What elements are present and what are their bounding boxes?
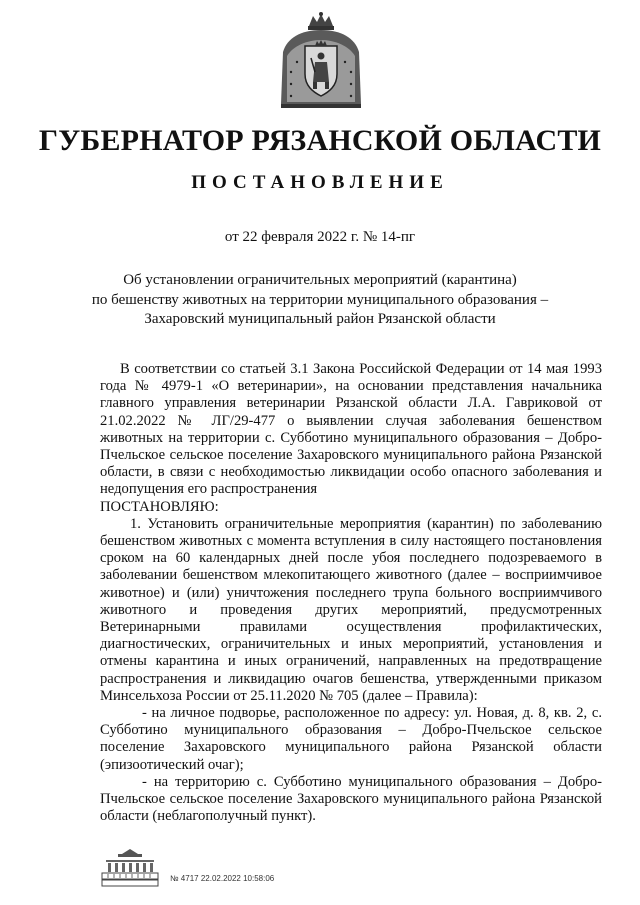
document-subject — [60, 271, 580, 330]
subject-line: по бешенству животных на территории муниципального образования – — [91, 291, 549, 308]
clause-1: 1. Установить ограничительные мероприятия (карантин) по заболеванию бешенством животных с момента вступления в силу настоящего постановления сроком на 60 календарных дней после убоя последнего подозреваемого в заболевании бешенством млекопитающего животного (далее – восприимчивое животное) и (или) уничтожения последнего трупа больного восприимчивого животного и проведения других мероприятий, предусмотренных Ветеринарными правилами осуществления профилактических, диагностических, ограничительных и иных мероприятий, установления и отмены карантина и иных ограничений, направленных на предотвращение распространения и ликвидацию очагов бешенства, утвержденными приказом Минсельхоза России от 25.11.2020 № 705 (далее – Правила): — [100, 515, 602, 704]
subject-line: Захаровский муниципальный район Рязанской области — [144, 311, 496, 327]
document-type: ПОСТАНОВЛЕНИЕ — [191, 172, 449, 193]
coat-of-arms-icon — [279, 12, 363, 110]
subject-line: Об установлении ограничительных мероприятий (карантина) — [123, 272, 517, 288]
resolve-heading: ПОСТАНОВЛЯЮ: — [100, 498, 219, 515]
governor-title: ГУБЕРНАТОР РЯЗАНСКОЙ ОБЛАСТИ — [38, 124, 602, 157]
registration-stamp-icon — [100, 848, 160, 888]
document-date-number: от 22 февраля 2022 г. № 14-пг — [224, 229, 416, 245]
document-body — [100, 361, 602, 825]
clause-1-subitem-a: - на личное подворье, расположенное по адресу: ул. Новая, д. 8, кв. 2, с. Субботино муниципального образования – Добро-Пчельское сельское поселение Захаровского муниципального района Рязанской области (эпизоотический очаг); — [100, 705, 602, 773]
document-footer — [100, 848, 520, 888]
clause-1-subitem-b: - на территорию с. Субботино муниципального образования – Добро-Пчельское сельское поселение Захаровского муниципального района Рязанской области (неблагополучный пункт). — [100, 773, 602, 825]
registration-number: № 4717 22.02.2022 10:58:06 — [170, 874, 275, 883]
preamble-paragraph: В соответствии со статьей 3.1 Закона Российской Федерации от 14 мая 1993 года № 4979-1 «О ветеринарии», на основании представления начальника главного управления ветеринарии Рязанской области Л.А. Гавриковой от 21.02.2022 № ЛГ/29-477 о выявлении случая заболевания бешенством животных на территории с. Субботино муниципального образования – Добро-Пчельское сельское поселение Захаровского муниципального района Рязанской области, в связи с необходимостью ликвидации особо опасного заболевания и недопущения его распространения — [100, 361, 602, 498]
